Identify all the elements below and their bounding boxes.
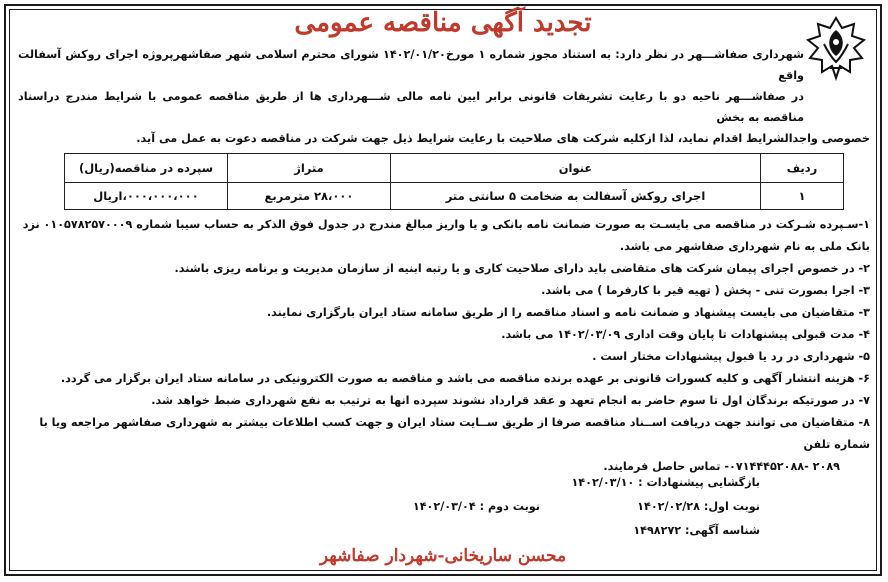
- term-line: ۲- در خصوص اجرای پیمان شرکت های متقاضی باید دارای صلاحیت کاری و یا رتبه ابنیه از سازمان مدیریت و برنامه ریزی باشند.: [174, 262, 870, 275]
- term-line: ۲۰۸۹ -۰۷۱۴۴۴۵۲۰۸۸- تماس حاصل فرمایند.: [603, 460, 840, 473]
- round-two-date: نوبت دوم : ۱۴۰۲/۰۳/۰۴: [412, 500, 540, 513]
- watermark-number: ​: [431, 106, 441, 169]
- cell-row-number: ۱: [761, 183, 844, 210]
- term-line: ۵- شهرداری در رد یا قبول پیشنهادات مختار است .: [592, 350, 870, 363]
- table-header-row: [65, 154, 844, 183]
- header-area: متراژ: [228, 154, 391, 183]
- term-line: ۳- متقاضیان می بایست پیشنهاد و ضمانت نامه و اسناد مناقصه را از طریق سامانه ستاد ایران بارگزاری نمایند.: [266, 306, 870, 319]
- opening-date: بازگشایی پیشنهادات : ۱۴۰۲/۰۳/۱۰: [571, 476, 760, 489]
- cell-deposit: ۰۰۰،۰۰۰،۰۰۰،اریال: [65, 183, 228, 210]
- header-deposit: سپرده در مناقصه(ریال): [65, 154, 228, 183]
- terms-list: [20, 214, 870, 478]
- intro-paragraph: [18, 44, 870, 149]
- header-row-number: ردیف: [761, 154, 844, 183]
- page-title: تجدید آگهی مناقصه عمومی: [294, 8, 592, 38]
- term-line: بانک ملی به نام شهرداری صفاشهر می باشد.: [619, 240, 870, 253]
- term-line: ۸- متقاضیان می توانند جهت دریافت اســناد مناقصه صرفا از طریق ســایت ستاد ایران و جهت کسب اطلاعات بیشتر به شهرداری صفاشهر مراجعه ویا با شماره تلفن: [39, 416, 870, 451]
- round-one-date: نوبت اول: ۱۴۰۲/۰۲/۲۸: [637, 500, 760, 513]
- table-row: [65, 183, 844, 210]
- tender-notice: [4, 4, 882, 576]
- intro-line-1: شهرداری صفاشـــهر در نظر دارد: به استناد مجوز شماره ۱ مورخ۱۴۰۲/۰۱/۲۰ شورای محترم اسلامی شهر صفاشهرپروژه اجرای روکش آسفالت واقع: [18, 48, 804, 82]
- tender-table: [64, 153, 844, 210]
- header-title: عنوان: [391, 154, 761, 183]
- term-line: ۴- مدت قبولی پیشنهادات تا پایان وقت اداری ۱۴۰۲/۰۳/۰۹ می باشد.: [501, 328, 870, 341]
- cell-area: ۲۸،۰۰۰ مترمربع: [228, 183, 391, 210]
- term-line: ۷- در صورتیکه برندگان اول تا سوم حاضر به انجام تعهد و عقد قرارداد نشوند سپرده انها به ترتیب به نفع شهرداری ضبط خواهد شد.: [151, 394, 870, 407]
- intro-line-3: خصوصی واجدالشرایط اقدام نماید، لذا ازکلیه شرکت های صلاحیت با رعایت شرایط ذیل جهت شرکت در مناقصه دعوت به عمل می آید.: [136, 132, 870, 145]
- ad-id: شناسه آگهی: ۱۴۹۸۲۷۲: [633, 524, 760, 537]
- term-line: ۳- اجرا بصورت تنی - پخش ( تهیه قیر با کارفرما ) می باشد.: [541, 284, 870, 297]
- intro-line-2: در صفاشـــهر ناحیه دو با رعایت تشریفات قانونی برابر ایین نامه مالی شـــهرداری ها از طریق مناقصه عمومی با شرایط مندرج دراسناد مناقصه به بخش: [18, 90, 804, 124]
- term-line: ۶- هزینه انتشار آگهی و کلیه کسورات قانونی بر عهده برنده مناقصه می باشد و مناقصه به صورت الکترونیکی در سامانه ستاد ایران برگزار می گردد.: [60, 372, 870, 385]
- cell-title: اجرای روکش آسفالت به ضخامت ۵ سانتی متر: [391, 183, 761, 210]
- term-line: ۱-سـپرده شـرکت در مناقصه می بایسـت به صورت ضمانت نامه بانکی و یا واریز مبالغ مندرج در جدول فوق الذکر به حساب سیبا شماره ۰۱۰۵۷۸۲۵۷۰۰۰۹ نزد: [22, 218, 870, 231]
- signature: محسن ساریخانی-شهردار صفاشهر: [319, 546, 567, 566]
